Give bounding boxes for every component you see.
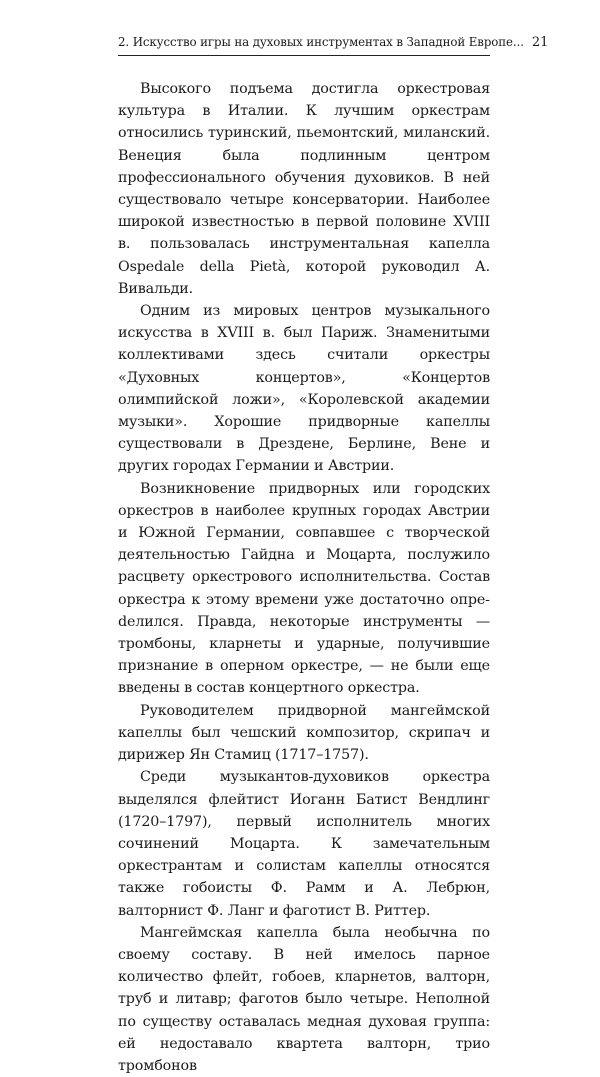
paragraph: Среди музыкантов-духовиков оркестра выделялся флейтист Иоганн Батист Вендлинг (1720–1797), первый исполнитель многих сочинений Моцарта. К замечательным оркестрантам и солистам капеллы относятся также гобоисты Ф. Рамм и А. Лебрюн, валторнист Ф. Ланг и фаготист В. Риттер. [118, 769, 490, 919]
paragraph: Одним из мировых центров музыкального искусства в XVIII в. был Париж. Знаменитыми коллективами здесь считали оркестры «Духовных концертов», «Концертов олимпийской ложи», «Королевской академии музыки». Хорошие придворные капеллы существовали в Дрездене, Берлине, Вене и других городах Германии и Австрии. [118, 303, 490, 475]
book-page [118, 34, 549, 1077]
page-number: 21 [531, 35, 549, 50]
body-text [118, 78, 490, 1077]
running-title: 2. Искусство игры на духовых инструментах в Западной Европе... [118, 35, 524, 49]
paragraph: Мангеймская капелла была необычна по своему составу. В ней имелось парное количество флейт, гобоев, кларнетов, валторн, труб и литавр; фаготов было четыре. Неполной по существу оставалась медная духовая группа: ей недоставало квартета валторн, трио тромбонов [118, 924, 490, 1074]
paragraph: Руководителем придворной мангеймской капеллы был чешский композитор, скрипач и дирижер Ян Стамиц (1717–1757). [118, 702, 490, 764]
paragraph: Возникновение придворных или городских оркестров в наиболее крупных городах Австрии и Южной Германии, совпавшее с творческой деятельностью Гайдна и Моцарта, послужило расцвету оркестрового исполнительства. Состав оркестра к этому времени уже достаточно опреdелился. Правда, некоторые инструменты — тромбоны, кларнеты и ударные, получившие признание в оперном оркестре, — не были еще введены в состав концертного оркестра. [118, 480, 490, 697]
paragraph: Высокого подъема достигла оркестровая культура в Италии. К лучшим оркестрам относились туринский, пьемонтский, миланский. Венеция была подлинным центром профессионального обучения духовиков. В ней существовало четыре консерватории. Наиболее широкой известностью в первой половине XVIII в. пользовалась инструментальная капелла Ospedale della Pietà, которой руководил А. Вивальди. [118, 81, 490, 297]
running-header [118, 34, 549, 56]
